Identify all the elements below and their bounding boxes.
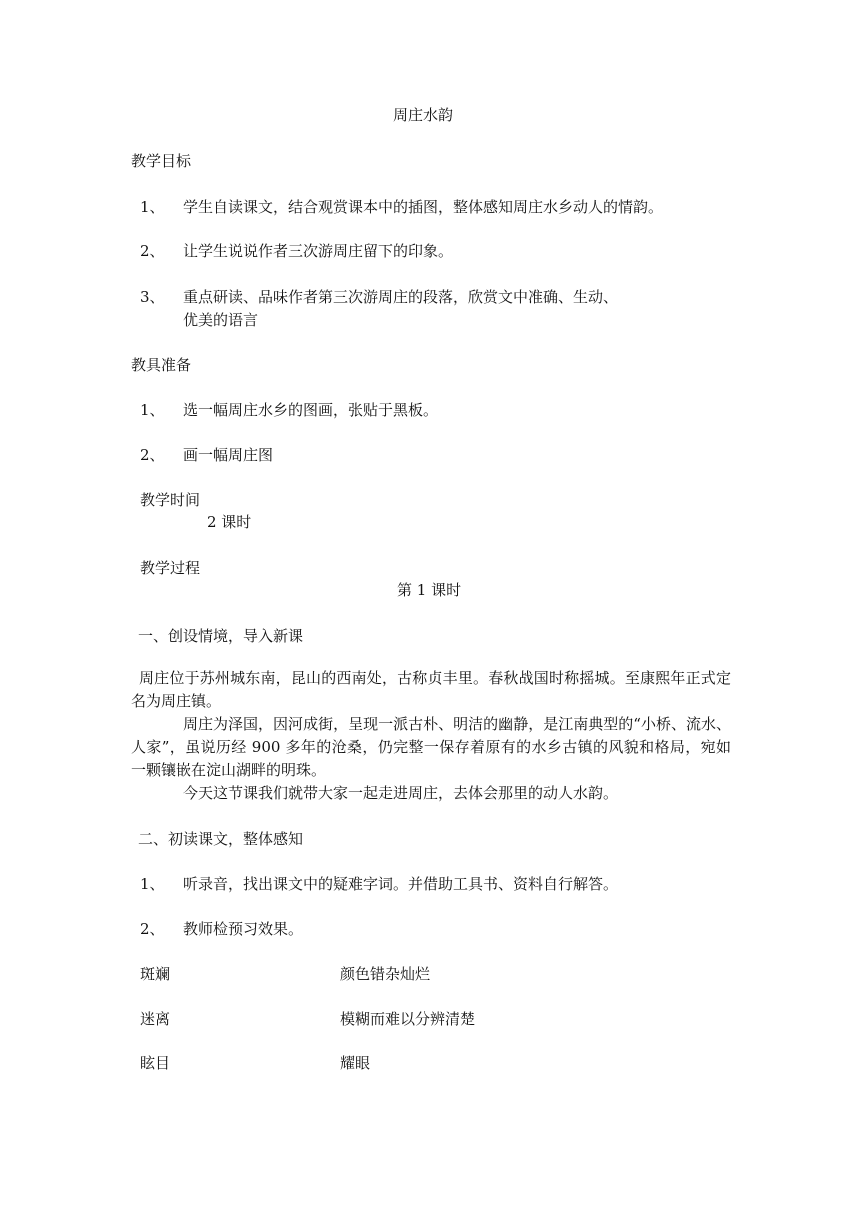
time-value: 2 课时 bbox=[207, 513, 252, 531]
section2-item-1-text: 听录音，找出课文中的疑难字词。并借助工具书、资料自行解答。 bbox=[183, 875, 619, 893]
vocab-meaning: 颜色错杂灿烂 bbox=[340, 965, 431, 983]
goal-3-text-continued: 优美的语言 bbox=[183, 311, 259, 329]
section1-paragraph-1: 周庄位于苏州城东南，昆山的西南处，古称贞丰里。春秋战国时称摇城。至康熙年正式定名为周庄镇。 bbox=[131, 669, 731, 710]
goal-1-text: 学生自读课文，结合观赏课本中的插图，整体感知周庄水乡动人的情韵。 bbox=[183, 198, 664, 216]
tool-1-number: 1、 bbox=[140, 401, 165, 419]
section2-heading: 二、初读课文，整体感知 bbox=[138, 830, 304, 848]
tools-heading: 教具准备 bbox=[131, 356, 192, 374]
vocab-meaning: 模糊而难以分辨清楚 bbox=[340, 1010, 476, 1028]
doc-title: 周庄水韵 bbox=[393, 106, 454, 124]
goal-3-text: 重点研读、品味作者第三次游周庄的段落，欣赏文中准确、生动、 bbox=[183, 288, 619, 306]
section1-paragraph-2: 周庄为泽国，因河成街，呈现一派古朴、明洁的幽静，是江南典型的“小桥、流水、人家”，虽说历经 900 多年的沧桑，仍完整一保存着原有的水乡古镇的风貌和格局，宛如一颗镶嵌在淀山湖畔的明珠。 bbox=[131, 715, 731, 779]
tool-1-text: 选一幅周庄水乡的图画，张贴于黑板。 bbox=[183, 401, 439, 419]
tool-2-text: 画一幅周庄图 bbox=[183, 446, 274, 464]
time-heading: 教学时间 bbox=[140, 491, 201, 509]
tool-2-number: 2、 bbox=[140, 446, 165, 464]
section2-item-2-number: 2、 bbox=[140, 920, 165, 938]
goal-2-text: 让学生说说作者三次游周庄留下的印象。 bbox=[183, 242, 454, 260]
section1-heading: 一、创设情境，导入新课 bbox=[138, 627, 304, 645]
lesson-label: 第 1 课时 bbox=[397, 581, 462, 599]
section1-paragraph-3: 今天这节课我们就带大家一起走进周庄，去体会那里的动人水韵。 bbox=[183, 784, 619, 802]
section2-item-2-text: 教师检预习效果。 bbox=[183, 920, 304, 938]
section2-item-1-number: 1、 bbox=[140, 875, 165, 893]
goal-2-number: 2、 bbox=[140, 242, 165, 260]
goal-3-number: 3、 bbox=[140, 288, 165, 306]
goals-heading: 教学目标 bbox=[131, 152, 192, 170]
vocab-meaning: 耀眼 bbox=[340, 1054, 371, 1072]
vocab-word: 眩目 bbox=[140, 1054, 171, 1072]
vocab-word: 迷离 bbox=[140, 1010, 171, 1028]
vocab-word: 斑斓 bbox=[140, 965, 171, 983]
process-heading: 教学过程 bbox=[140, 559, 201, 577]
goal-1-number: 1、 bbox=[140, 198, 165, 216]
